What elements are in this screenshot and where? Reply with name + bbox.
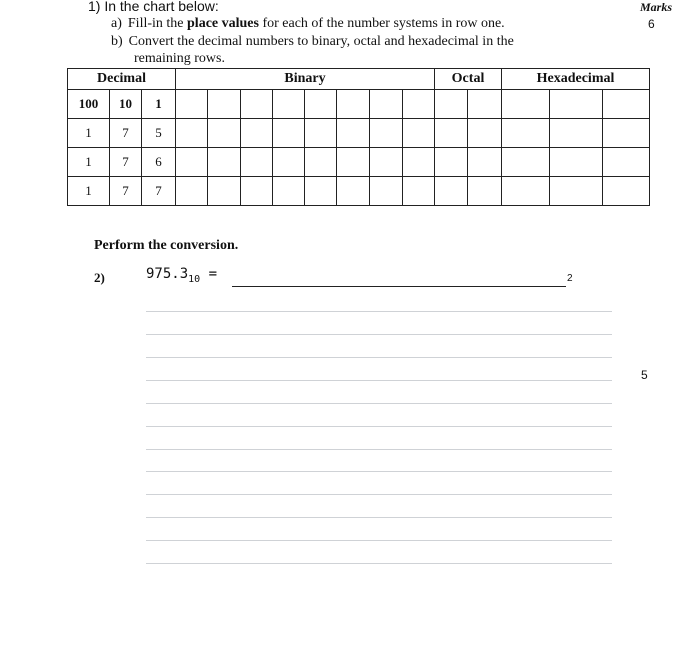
question-2-base: 10 bbox=[188, 273, 201, 285]
answer-cell[interactable] bbox=[435, 177, 468, 206]
answer-cell[interactable] bbox=[403, 119, 435, 148]
table-row bbox=[68, 177, 650, 206]
answer-cell[interactable] bbox=[403, 148, 435, 177]
answer-cell[interactable] bbox=[273, 177, 305, 206]
answer-cell[interactable] bbox=[435, 119, 468, 148]
table-row bbox=[68, 148, 650, 177]
answer-cell[interactable] bbox=[502, 148, 550, 177]
question-1a-bold: place values bbox=[187, 16, 259, 31]
question-2-equals: = bbox=[208, 266, 218, 282]
decimal-digit-cell: 1 bbox=[68, 148, 110, 177]
binary-place-blank[interactable] bbox=[176, 90, 208, 119]
header-hexadecimal: Hexadecimal bbox=[502, 69, 650, 90]
answer-cell[interactable] bbox=[550, 148, 603, 177]
answer-cell[interactable] bbox=[337, 148, 370, 177]
question-1-marks: 6 bbox=[648, 17, 655, 31]
table-header-row bbox=[68, 69, 650, 90]
place-value-cell: 100 bbox=[68, 90, 110, 119]
answer-cell[interactable] bbox=[337, 119, 370, 148]
binary-place-blank[interactable] bbox=[403, 90, 435, 119]
answer-cell[interactable] bbox=[305, 148, 337, 177]
answer-cell[interactable] bbox=[176, 148, 208, 177]
binary-place-blank[interactable] bbox=[241, 90, 273, 119]
answer-cell[interactable] bbox=[337, 177, 370, 206]
header-binary: Binary bbox=[176, 69, 435, 90]
answer-cell[interactable] bbox=[468, 148, 502, 177]
working-line[interactable] bbox=[146, 380, 612, 381]
question-2-expression bbox=[146, 266, 217, 285]
answer-cell[interactable] bbox=[550, 119, 603, 148]
working-line[interactable] bbox=[146, 426, 612, 427]
answer-cell[interactable] bbox=[241, 119, 273, 148]
answer-cell[interactable] bbox=[403, 177, 435, 206]
working-line[interactable] bbox=[146, 357, 612, 358]
answer-cell[interactable] bbox=[208, 177, 241, 206]
answer-cell[interactable] bbox=[273, 148, 305, 177]
answer-cell[interactable] bbox=[370, 119, 403, 148]
answer-cell[interactable] bbox=[435, 148, 468, 177]
answer-cell[interactable] bbox=[603, 148, 650, 177]
answer-cell[interactable] bbox=[176, 119, 208, 148]
marks-header: Marks bbox=[640, 0, 673, 14]
answer-cell[interactable] bbox=[370, 148, 403, 177]
answer-line[interactable] bbox=[232, 286, 566, 287]
answer-cell[interactable] bbox=[208, 119, 241, 148]
octal-place-blank[interactable] bbox=[435, 90, 468, 119]
decimal-digit-cell: 6 bbox=[142, 148, 176, 177]
working-line[interactable] bbox=[146, 403, 612, 404]
header-decimal: Decimal bbox=[68, 69, 176, 90]
question-1-title: 1) In the chart below: bbox=[88, 0, 219, 14]
question-1a-label: a) bbox=[111, 16, 122, 31]
place-value-cell: 10 bbox=[110, 90, 142, 119]
perform-heading: Perform the conversion. bbox=[94, 238, 239, 253]
binary-place-blank[interactable] bbox=[370, 90, 403, 119]
hex-place-blank[interactable] bbox=[502, 90, 550, 119]
binary-place-blank[interactable] bbox=[305, 90, 337, 119]
answer-cell[interactable] bbox=[241, 177, 273, 206]
table-row bbox=[68, 119, 650, 148]
working-line[interactable] bbox=[146, 540, 612, 541]
answer-cell[interactable] bbox=[370, 177, 403, 206]
working-line[interactable] bbox=[146, 494, 612, 495]
working-line[interactable] bbox=[146, 449, 612, 450]
question-1b-text-cont: remaining rows. bbox=[134, 51, 225, 66]
decimal-digit-cell: 7 bbox=[142, 177, 176, 206]
working-line[interactable] bbox=[146, 471, 612, 472]
decimal-digit-cell: 1 bbox=[68, 119, 110, 148]
question-2-number: 2) bbox=[94, 270, 105, 285]
answer-cell[interactable] bbox=[550, 177, 603, 206]
hex-place-blank[interactable] bbox=[550, 90, 603, 119]
decimal-digit-cell: 1 bbox=[68, 177, 110, 206]
answer-cell[interactable] bbox=[305, 177, 337, 206]
binary-place-blank[interactable] bbox=[337, 90, 370, 119]
answer-cell[interactable] bbox=[603, 119, 650, 148]
working-line[interactable] bbox=[146, 311, 612, 312]
decimal-digit-cell: 5 bbox=[142, 119, 176, 148]
binary-place-blank[interactable] bbox=[208, 90, 241, 119]
answer-cell[interactable] bbox=[176, 177, 208, 206]
binary-place-blank[interactable] bbox=[273, 90, 305, 119]
answer-cell[interactable] bbox=[468, 177, 502, 206]
question-1b-label: b) bbox=[111, 34, 123, 49]
hex-place-blank[interactable] bbox=[603, 90, 650, 119]
answer-cell[interactable] bbox=[603, 177, 650, 206]
working-line[interactable] bbox=[146, 517, 612, 518]
question-2-marks: 2 bbox=[567, 273, 573, 284]
conversion-table bbox=[67, 68, 650, 206]
decimal-digit-cell: 7 bbox=[110, 177, 142, 206]
header-octal: Octal bbox=[435, 69, 502, 90]
decimal-digit-cell: 7 bbox=[110, 119, 142, 148]
question-1a-pre: Fill-in the bbox=[127, 16, 184, 31]
question-2-value: 975.3 bbox=[146, 266, 189, 282]
octal-place-blank[interactable] bbox=[468, 90, 502, 119]
answer-cell[interactable] bbox=[208, 148, 241, 177]
question-1b bbox=[111, 34, 514, 50]
question-1a-post: for each of the number systems in row one. bbox=[262, 16, 505, 31]
working-line[interactable] bbox=[146, 334, 612, 335]
answer-cell[interactable] bbox=[241, 148, 273, 177]
working-marks: 5 bbox=[641, 368, 648, 382]
answer-cell[interactable] bbox=[502, 119, 550, 148]
answer-cell[interactable] bbox=[502, 177, 550, 206]
place-value-row bbox=[68, 90, 650, 119]
decimal-digit-cell: 7 bbox=[110, 148, 142, 177]
question-1a bbox=[111, 16, 505, 32]
working-line[interactable] bbox=[146, 563, 612, 564]
question-1b-text: Convert the decimal numbers to binary, octal and hexadecimal in the bbox=[128, 34, 514, 49]
answer-cell[interactable] bbox=[305, 119, 337, 148]
answer-cell[interactable] bbox=[273, 119, 305, 148]
answer-cell[interactable] bbox=[468, 119, 502, 148]
place-value-cell: 1 bbox=[142, 90, 176, 119]
